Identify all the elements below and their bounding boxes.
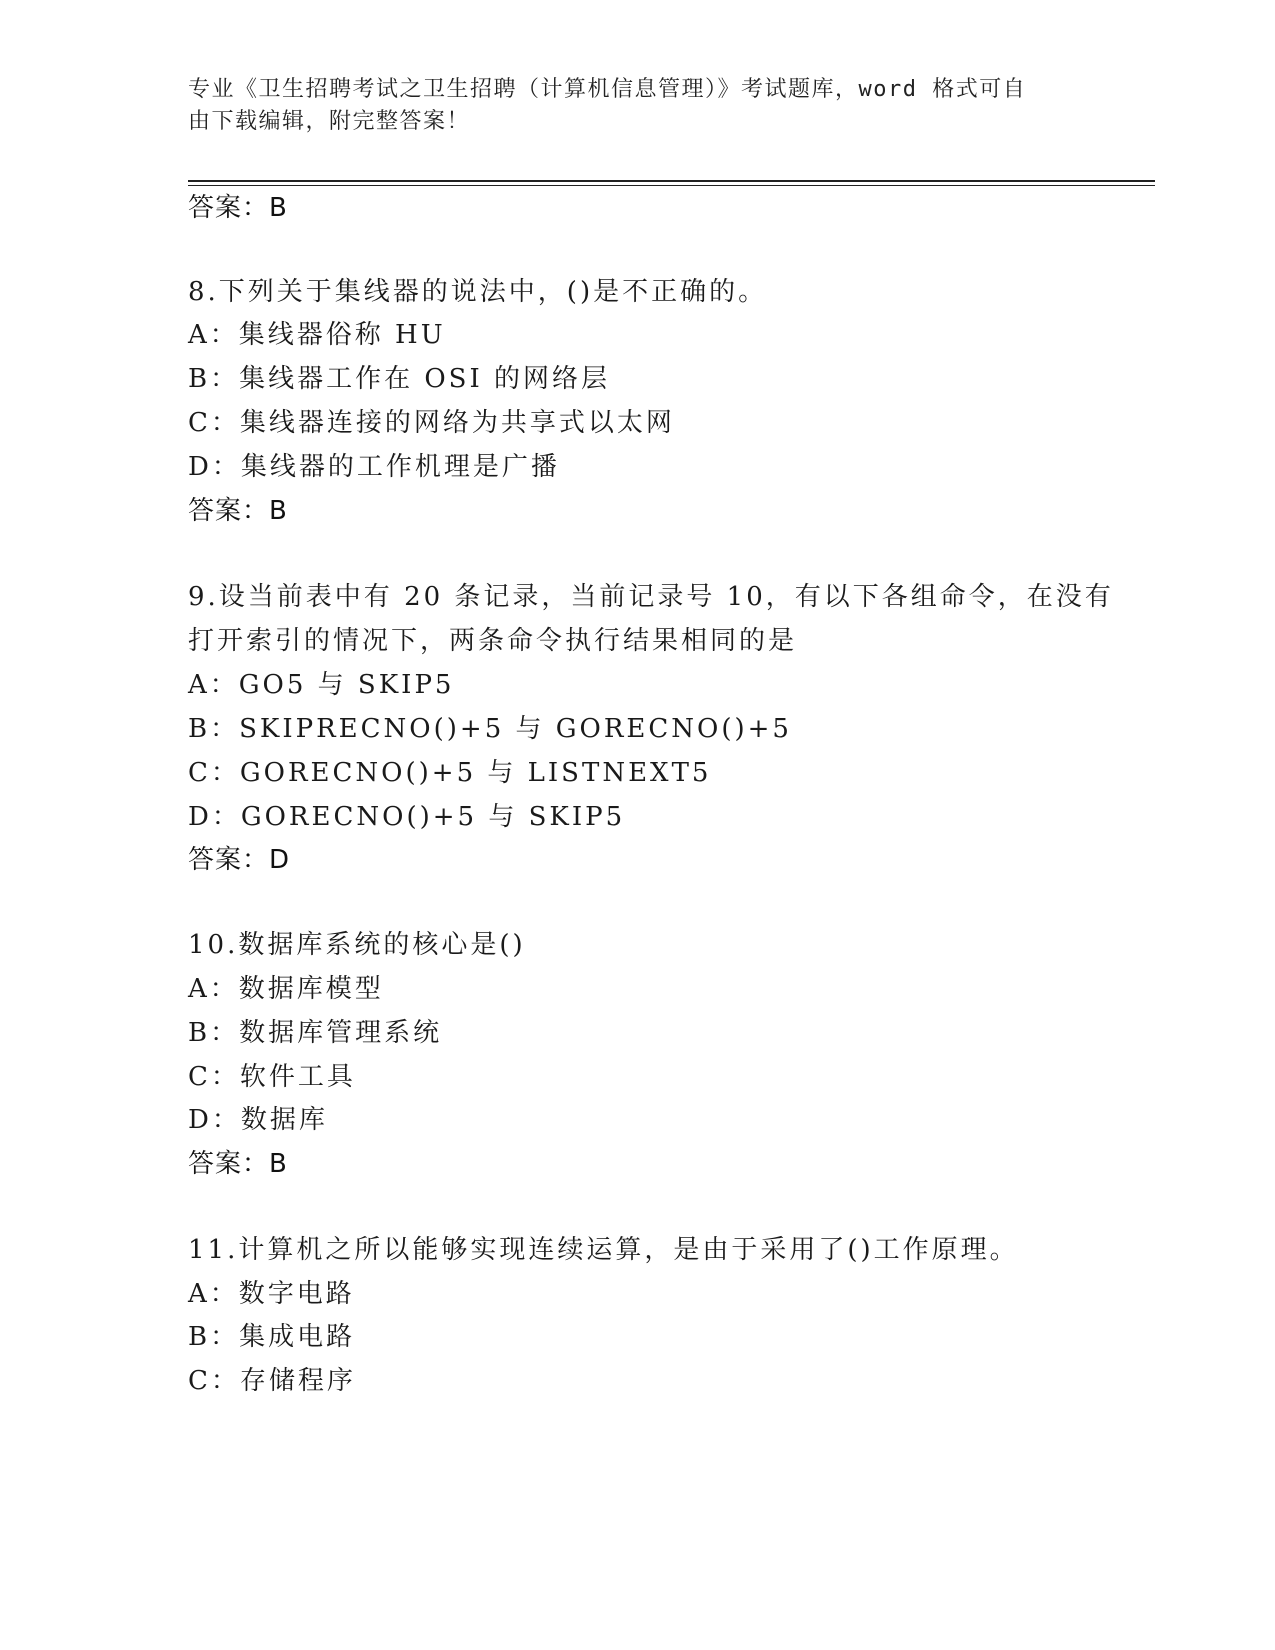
question-11-stem: 11.计算机之所以能够实现连续运算，是由于采用了()工作原理。: [188, 1235, 1019, 1265]
question-8-answer: 答案：B: [188, 496, 288, 526]
question-8-option-c: C：集线器连接的网络为共享式以太网: [188, 408, 675, 438]
answer-line: 答案：B: [188, 193, 288, 223]
header-line-2: 由下载编辑，附完整答案！: [188, 109, 471, 134]
question-11-option-a: A：数字电路: [188, 1279, 355, 1309]
question-9-answer: 答案：D: [188, 845, 291, 875]
question-11-option-c: C：存储程序: [188, 1366, 356, 1396]
question-9-stem-line-1: 9.设当前表中有 20 条记录，当前记录号 10，有以下各组命令，在没有: [188, 582, 1114, 612]
question-10-option-c: C：软件工具: [188, 1062, 356, 1092]
question-9-stem-line-2: 打开索引的情况下，两条命令执行结果相同的是: [188, 626, 798, 656]
question-8-option-d: D：集线器的工作机理是广播: [188, 452, 560, 482]
question-8-option-a: A：集线器俗称 HU: [188, 320, 446, 350]
question-9-option-b: B：SKIPRECNO()+5 与 GORECNO()+5: [188, 714, 792, 744]
question-11-option-b: B：集成电路: [188, 1322, 356, 1352]
question-9-option-d: D：GORECNO()+5 与 SKIP5: [188, 802, 626, 832]
question-8-option-b: B：集线器工作在 OSI 的网络层: [188, 364, 611, 394]
header-divider-thick: [188, 180, 1155, 182]
document-header: [188, 74, 1068, 138]
question-9-option-a: A：GO5 与 SKIP5: [188, 670, 455, 700]
question-8-stem: 8.下列关于集线器的说法中，()是不正确的。: [188, 277, 768, 307]
question-10-option-d: D：数据库: [188, 1105, 328, 1135]
question-10-option-a: A：数据库模型: [188, 974, 384, 1004]
question-9-option-c: C：GORECNO()+5 与 LISTNEXT5: [188, 758, 712, 788]
question-10-answer: 答案：B: [188, 1149, 288, 1179]
question-10-stem: 10.数据库系统的核心是(): [188, 930, 526, 960]
header-divider-thin: [188, 185, 1155, 186]
question-10-option-b: B：数据库管理系统: [188, 1018, 443, 1048]
header-line-1: 专业《卫生招聘考试之卫生招聘（计算机信息管理）》考试题库，word 格式可自: [188, 77, 1027, 102]
